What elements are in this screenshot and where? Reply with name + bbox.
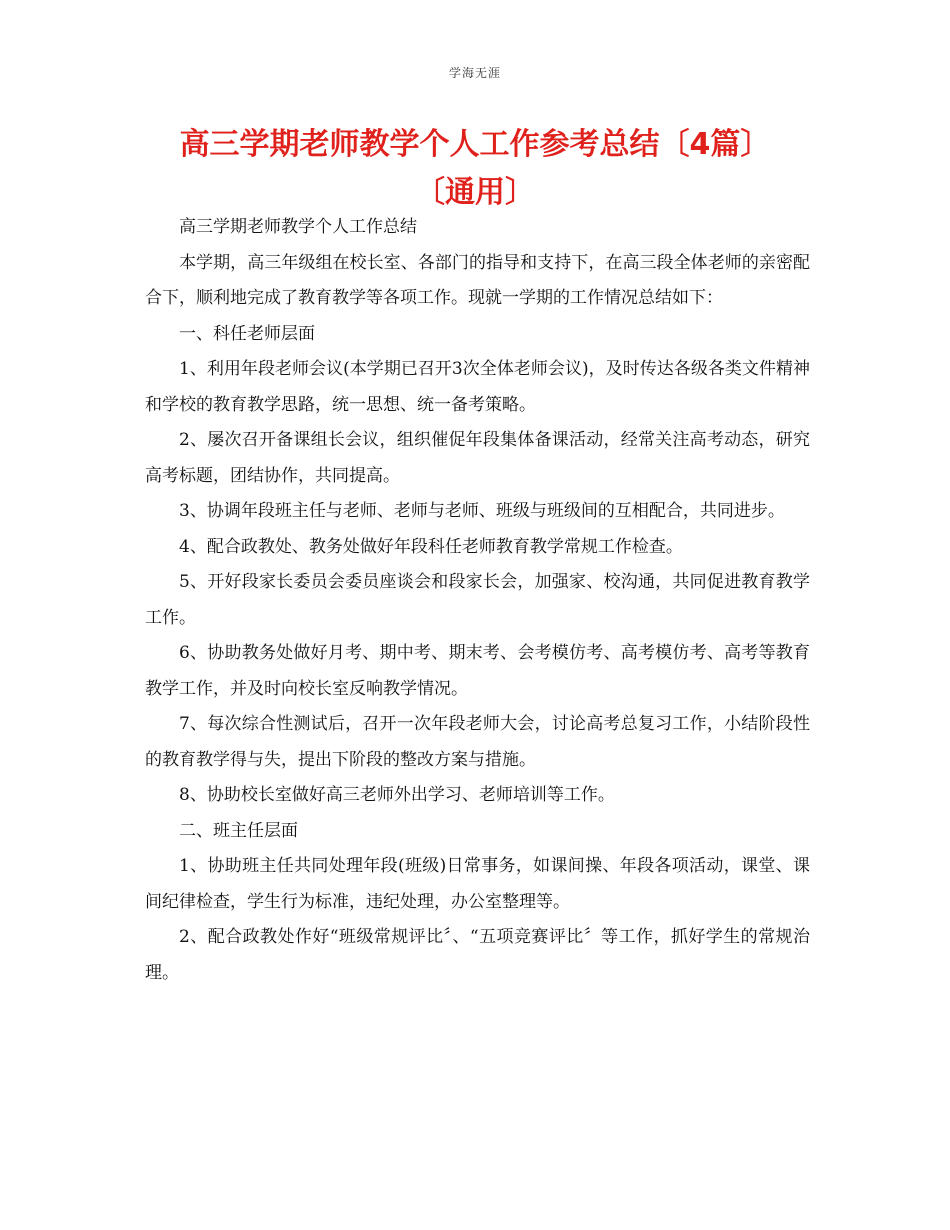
list-item: 3、协调年段班主任与老师、老师与老师、班级与班级间的互相配合，共同进步。 [179,501,785,521]
section-heading-teachers: 一、科任老师层面 [179,323,315,344]
section-subtitle: 高三学期老师教学个人工作总结 [179,217,417,237]
document-title-line-1: 高三学期老师教学个人工作参考总结〔4篇〕 [179,127,771,162]
intro-paragraph: 本学期，高三年级组在校长室、各部门的指导和支持下，在高三段全体老师的亲密配合下，顺利地完成了教育教学等各项工作。现就一学期的工作情况总结如下： [145,252,810,308]
list-item: 5、开好段家长委员会委员座谈会和段家长会，加强家、校沟通，共同促进教育教学工作。 [145,572,810,628]
document-title-line-2: 〔通用〕 [415,175,535,210]
document-body [145,210,810,991]
list-item: 1、利用年段老师会议(本学期已召开3次全体老师会议)，及时传达各级各类文件精神和学校的教育教学思路，统一思想、统一备考策略。 [145,359,810,415]
section-heading-class-teachers: 二、班主任层面 [179,820,298,841]
list-item: 2、配合政教处作好“班级常规评比〞、“五项竞赛评比〞等工作，抓好学生的常规治理。 [145,927,810,983]
list-item: 7、每次综合性测试后，召开一次年段老师大会，讨论高考总复习工作，小结阶段性的教育教学得与失，提出下阶段的整改方案与措施。 [145,714,810,770]
list-item: 8、协助校长室做好高三老师外出学习、老师培训等工作。 [179,785,615,805]
list-item: 2、屡次召开备课组长会议，组织催促年段集体备课活动，经常关注高考动态，研究高考标题，团结协作，共同提高。 [145,430,810,486]
page-header-watermark: 学海无涯 [448,66,501,80]
list-item: 4、配合政教处、教务处做好年段科任老师教育教学常规工作检查。 [179,536,683,557]
list-item: 6、协助教务处做好月考、期中考、期末考、会考模仿考、高考模仿考、高考等教育教学工作，并及时向校长室反响教学情况。 [145,643,810,699]
list-item: 1、协助班主任共同处理年段(班级)日常事务，如课间操、年段各项活动，课堂、课间纪律检查，学生行为标准，违纪处理，办公室整理等。 [145,856,810,912]
